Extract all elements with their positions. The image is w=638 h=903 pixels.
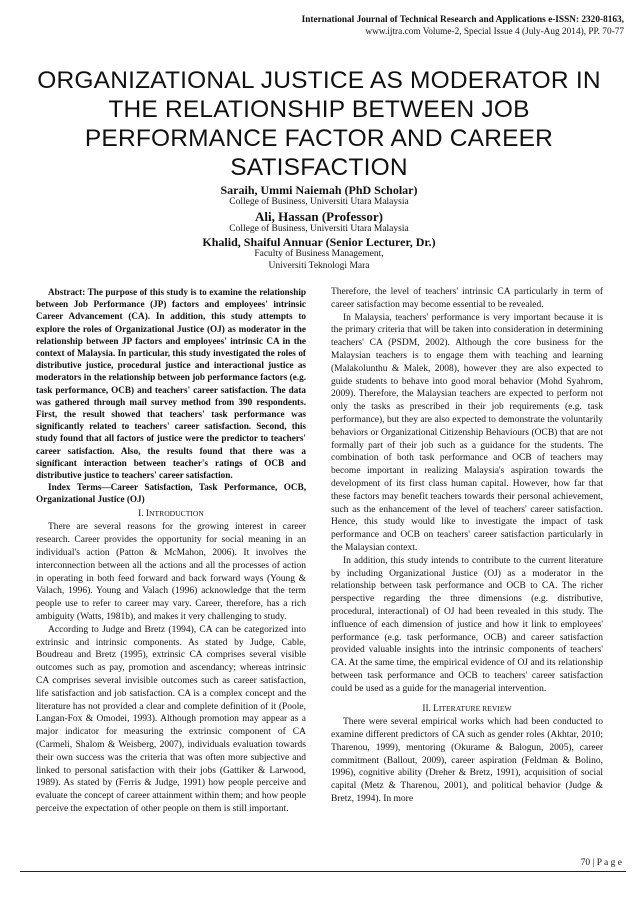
left-column bbox=[36, 286, 306, 816]
body-paragraph: In addition, this study intends to contribute to the current literature by including Organizational Justice (OJ) as a moderator in the relationship between task performance and OCB to CA. The richer perspective regarding the three dimensions (e.g. distributive, procedural, interactional) of OJ had been revealed in this study. The influence of each dimension of justice and how it link to employees' performance (e.g. task performance, OCB) and career satisfaction provided valuable insights into the intrinsic components of teachers' CA. At the same time, the empirical evidence of OJ and its relationship between task performance and OCB to teachers' career satisfaction could be used as a guide for the managerial intervention. bbox=[331, 555, 603, 694]
author-name: Khalid, Shaiful Annuar (Senior Lecturer, Dr.) bbox=[202, 235, 436, 249]
section-heading-introduction bbox=[36, 508, 306, 521]
body-paragraph: According to Judge and Bretz (1994), CA can be categorized into extrinsic and intrinsic components. As stated by Judge, Cable, Boudreau and Bretz (1995), extrinsic CA comprises several visible outcomes such as pay, promotion and ascendancy; whereas intrinsic CA comprises several invisible outcomes such as career satisfaction, life satisfaction and job satisfaction. CA is a complex concept and the literature has not provided a clear and complete definition of it (Poole, Langan-Fox & Omodei, 1993). Although promotion may appear as a major indicator for measuring the extrinsic component of CA (Carmeli, Shalom & Weisberg, 2007), individuals evaluation towards their own success was the criteria that was often more subjective and linked to personal satisfaction with their jobs (Gattiker & Larwood, 1989). As stated by (Ferris & Judge, 1991) how people perceive and evaluate the concept of career attainment within them; and how people perceive the expectation of other people on them is still important. bbox=[36, 624, 306, 814]
right-column bbox=[331, 286, 603, 806]
section-title: ITERATURE REVIEW bbox=[438, 703, 512, 713]
journal-name: International Journal of Technical Research and Applications e-ISSN: 2320-8163, bbox=[301, 15, 624, 25]
section-heading-literature-review bbox=[331, 703, 603, 716]
author-name: Saraih, Ummi Naiemah (PhD Scholar) bbox=[220, 183, 418, 197]
body-paragraph: There are several reasons for the growing interest in career research. Career provides the opportunity for social meaning in an individual's action (Patton & McMahon, 2006). It involves the interconnection between all the actions and all the processes of action in operating in both feed forward and back forward ways (Young & Valach, 1996). Young and Valach (1996) acknowledge that the term people use to refer to career may vary. Career, therefore, has a rich ambiguity (Watts, 1981b), and makes it very challenging to study. bbox=[36, 522, 306, 623]
body-paragraph: Therefore, the level of teachers' intrinsic CA particularly in term of career satisfaction may become essential to be revealed. bbox=[331, 287, 603, 310]
abstract: Abstract: The purpose of this study is to examine the relationship between Job Performance (JP) factors and employees' intrinsic Career Advancement (CA). In addition, this study attempts to explore the roles of Organizational Justice (OJ) as moderator in the relationship between JP factors and employees' intrinsic CA in the context of Malaysia. In particular, this study investigated the roles of distributive justice, procedural justice and interactional justice as moderators in the relationship between job performance factors (e.g. task performance, OCB) and teachers' career satisfaction. The data was gathered through mail survey method from 390 respondents. First, the result showed that teachers' task performance was significantly related to teachers' career satisfaction. Second, this study found that all factors of justice were the predictor to teachers' career satisfaction. Also, the results found that there was a significant interaction between teacher's ratings of OCB and distributive justice to teachers' career satisfaction. bbox=[36, 287, 306, 481]
author-affiliation: College of Business, Universiti Utara Malaysia bbox=[229, 223, 409, 234]
author-affiliation: College of Business, Universiti Utara Malaysia bbox=[229, 197, 409, 207]
footer-divider bbox=[20, 871, 626, 872]
journal-header bbox=[204, 14, 624, 38]
author-affiliation: Universiti Teknologi Mara bbox=[268, 260, 370, 271]
paper-title: ORGANIZATIONAL JUSTICE AS MODERATOR IN THE RELATIONSHIP BETWEEN JOB PERFORMANCE FACTOR AND CAREER SATISFACTION bbox=[37, 67, 601, 181]
author-block bbox=[60, 183, 578, 272]
journal-volume: www.ijtra.com Volume-2, Special Issue 4 (July-Aug 2014), PP. 70-77 bbox=[365, 27, 624, 37]
body-paragraph: In Malaysia, teachers' performance is very important because it is the primary criteria that will be taken into consideration in determining teachers' CA (PSDM, 2002). Although the core business for the Malaysian teachers is to engage them with teaching and learning (Malakolunthu & Malek, 2008), however they are also expected to guide students to behave into good moral behavior (Mohd Syahrom, 2009). Therefore, the Malaysian teachers are expected to perform not only the tasks as prescribed in their job requirements (e.g. task performance), but they are also expected to demonstrate the voluntarily behaviors or Organizational Citizenship Behaviours (OCB) that are not formally part of their job such as a guidance for the students. The combination of both task performance and OCB of teachers may become important in realizing Malaysia's aspiration towards the development of its first class human capital. However, how far that these factors may benefit teachers towards their personal achievement, such as the enhancement of the level of teachers' career satisfaction. Hence, this study would like to investigate the impact of task performance and OCB on teachers' career satisfaction particularly in the Malaysian context. bbox=[331, 312, 603, 553]
body-paragraph: There were several empirical works which had been conducted to examine different predictors of CA such as gender roles (Akhtar, 2010; Tharenou, 1999), mentoring (Okurame & Balogun, 2005), career commitment (Ballout, 2009), career aspiration (Feldman & Bolino, 1996), cognitive ability (Dreher & Bretz, 1991), acquisition of social capital (Metz & Tharenou, 2001), and political behavior (Judge & Bretz, 1994). In more bbox=[331, 717, 603, 805]
section-number: II. L bbox=[422, 703, 439, 714]
section-number: I. I bbox=[138, 508, 149, 519]
author-affiliation: Faculty of Business Management, bbox=[254, 249, 384, 259]
section-title: NTRODUCTION bbox=[149, 508, 204, 518]
author-name: Ali, Hassan (Professor) bbox=[255, 208, 383, 224]
page-number: 70 | P a g e bbox=[580, 858, 622, 868]
index-terms: Index Terms—Career Satisfaction, Task Performance, OCB, Organizational Justice (OJ) bbox=[36, 482, 306, 505]
